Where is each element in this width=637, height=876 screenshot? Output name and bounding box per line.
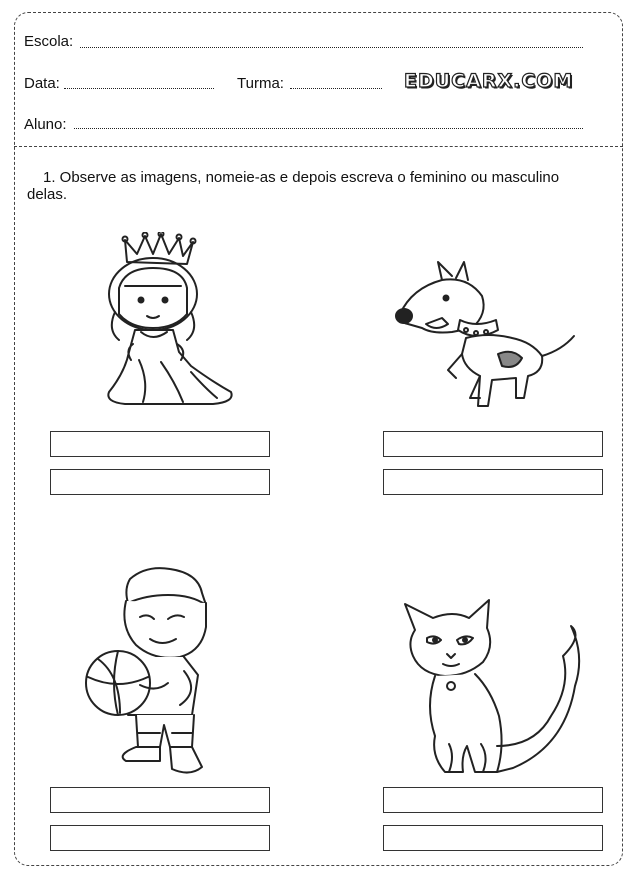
- site-logo: EDUCARX.COM: [404, 70, 574, 92]
- princess-icon: [95, 232, 240, 412]
- answer-box-dog-gender[interactable]: [383, 469, 603, 495]
- date-label: Data:: [24, 75, 60, 92]
- school-label: Escola:: [24, 33, 74, 50]
- header-divider: [14, 146, 623, 147]
- answer-box-boy-gender[interactable]: [50, 825, 270, 851]
- boy-with-ball-icon: [80, 565, 230, 780]
- answer-box-princess-gender[interactable]: [50, 469, 270, 495]
- answer-box-princess-name[interactable]: [50, 431, 270, 457]
- student-field[interactable]: [74, 128, 583, 129]
- dog-icon: [392, 258, 582, 418]
- student-label: Aluno:: [24, 116, 67, 133]
- class-field[interactable]: [290, 88, 382, 89]
- answer-box-cat-gender[interactable]: [383, 825, 603, 851]
- answer-box-cat-name[interactable]: [383, 787, 603, 813]
- school-field[interactable]: [80, 47, 583, 48]
- answer-box-boy-name[interactable]: [50, 787, 270, 813]
- cat-icon: [395, 596, 595, 786]
- exercise-instruction: 1. Observe as imagens, nomeie-as e depois escreva o feminino ou masculino delas.: [27, 169, 560, 203]
- answer-box-dog-name[interactable]: [383, 431, 603, 457]
- class-label: Turma:: [237, 75, 284, 92]
- date-field[interactable]: [64, 88, 214, 89]
